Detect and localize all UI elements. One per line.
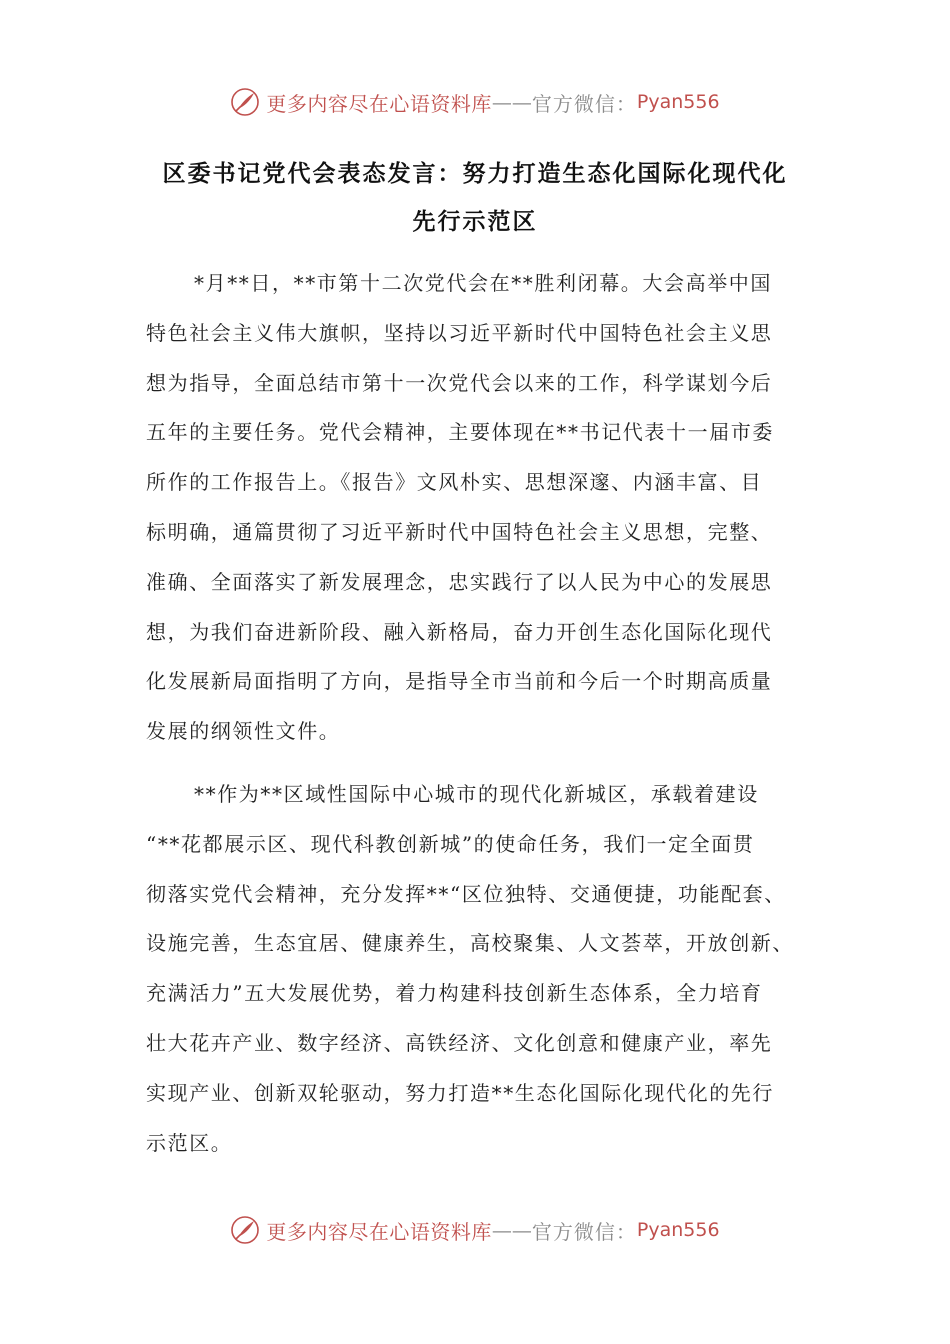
paragraph-2 [146, 770, 806, 1168]
text-line: 彻落实党代会精神，充分发挥**“区位独特、交通便捷，功能配套、 [146, 881, 786, 906]
text-line: 特色社会主义伟大旗帜，坚持以习近平新时代中国特色社会主义思 [146, 320, 773, 345]
header-banner [0, 82, 950, 122]
banner-wechat-label: 官方微信： [531, 1219, 637, 1244]
footer-banner [0, 1210, 950, 1250]
text-line: 化发展新局面指明了方向，是指导全市当前和今后一个时期高质量 [146, 669, 773, 694]
text-line: 示范区。 [146, 1130, 233, 1155]
paragraph-1 [146, 259, 806, 757]
title-line: 区委书记党代会表态发言：努力打造生态化国际化现代化 [162, 161, 788, 187]
text-line: 标明确，通篇贯彻了习近平新时代中国特色社会主义思想，完整、 [146, 519, 773, 544]
text-line: 壮大花卉产业、数字经济、高铁经济、文化创意和健康产业，率先 [146, 1030, 773, 1055]
text-line: “**花都展示区、现代科教创新城”的使命任务，我们一定全面贯 [146, 831, 755, 856]
banner-text: 更多内容尽在心语资料库 [266, 1219, 492, 1244]
text-line: 设施完善，生态宜居、健康养生，高校聚集、人文荟萃，开放创新、 [146, 931, 794, 956]
banner-wechat-id: Pyan556 [636, 91, 720, 113]
text-line: 充满活力”五大发展优势，着力构建科技创新生态体系，全力培育 [146, 981, 763, 1006]
text-line: 准确、全面落实了新发展理念，忠实践行了以人民为中心的发展思 [146, 569, 773, 594]
banner-dash: —— [491, 90, 532, 114]
text-line: **作为**区域性国际中心城市的现代化新城区，承载着建设 [194, 782, 759, 806]
banner-wechat-label: 官方微信： [531, 91, 637, 116]
text-line: 五年的主要任务。党代会精神，主要体现在**书记代表十一届市委 [146, 420, 774, 445]
banner-wechat-id: Pyan556 [636, 1219, 720, 1241]
document-title [120, 150, 830, 246]
text-line: *月**日，**市第十二次党代会在**胜利闭幕。大会高举中国 [194, 271, 772, 295]
text-line: 所作的工作报告上。《报告》文风朴实、思想深邃、内涵丰富、目 [146, 470, 763, 495]
quill-pen-icon [230, 1215, 260, 1245]
text-line: 想，为我们奋进新阶段、融入新格局，奋力开创生态化国际化现代 [146, 619, 773, 644]
banner-dash: —— [491, 1218, 532, 1242]
title-line: 先行示范区 [412, 209, 538, 235]
quill-pen-icon [230, 87, 260, 117]
text-line: 实现产业、创新双轮驱动，努力打造**生态化国际化现代化的先行 [146, 1080, 774, 1105]
text-line: 想为指导，全面总结市第十一次党代会以来的工作，科学谋划今后 [146, 370, 773, 395]
banner-text: 更多内容尽在心语资料库 [266, 91, 492, 116]
text-line: 发展的纲领性文件。 [146, 719, 341, 744]
